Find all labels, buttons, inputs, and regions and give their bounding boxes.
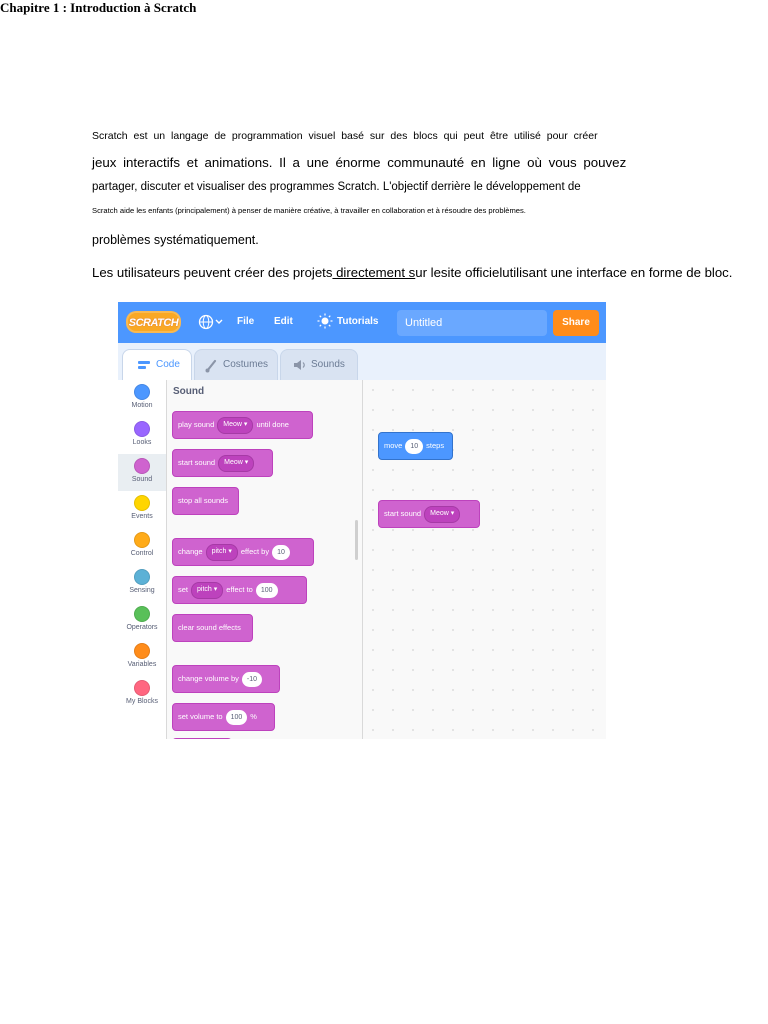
category-color-dot: [134, 606, 150, 622]
paragraph-line-2: jeux interactifs et animations. Il a une énorme communauté en ligne où vous pouvez: [92, 155, 627, 170]
dropdown-value: Meow: [223, 420, 242, 428]
category-label: Sound: [131, 476, 153, 483]
block-text: effect by: [240, 547, 270, 556]
paragraph-line-5: problèmes systématiquement.: [92, 233, 259, 247]
text-segment: ur lesite officielutilisant une interface en forme de bloc.: [415, 265, 733, 280]
sound-dropdown[interactable]: Meow ▾: [424, 506, 460, 523]
partial-block[interactable]: [172, 738, 232, 739]
script-workspace[interactable]: [363, 380, 606, 739]
block-text: start sound: [384, 509, 422, 518]
category-color-dot: [134, 643, 150, 659]
share-button[interactable]: Share: [553, 310, 599, 336]
start-sound-block[interactable]: [378, 500, 480, 528]
block-text: start sound: [178, 458, 216, 467]
category-looks[interactable]: [118, 417, 166, 454]
block-text: steps: [426, 441, 445, 450]
play-sound-block[interactable]: [172, 411, 313, 439]
category-menu: [118, 380, 167, 739]
tab-costumes[interactable]: [194, 349, 278, 380]
underlined-text: directement s: [332, 265, 416, 280]
block-text: until done: [256, 420, 289, 429]
block-text: move: [384, 441, 403, 450]
value-input[interactable]: 100: [256, 583, 278, 598]
category-motion[interactable]: [118, 380, 166, 417]
category-label: Events: [131, 513, 153, 520]
category-sound[interactable]: [118, 454, 166, 491]
category-label: Control: [130, 550, 154, 557]
category-color-dot: [134, 495, 150, 511]
clear-sound-effects-block[interactable]: clear sound effects: [172, 614, 253, 642]
category-label: Operators: [126, 624, 158, 631]
set-effect-block[interactable]: [172, 576, 307, 604]
text-segment: Les utilisateurs peuvent créer des projets: [92, 265, 333, 280]
dropdown-value: pitch: [197, 585, 212, 593]
category-events[interactable]: [118, 491, 166, 528]
block-text: %: [250, 712, 257, 721]
lightbulb-icon: [317, 313, 333, 334]
menu-bar: [118, 302, 606, 343]
editor-tabs: [118, 343, 606, 381]
category-control[interactable]: [118, 528, 166, 565]
move-steps-block[interactable]: [378, 432, 453, 460]
block-text: change volume by: [178, 674, 239, 683]
palette-scrollbar[interactable]: [355, 520, 358, 560]
block-text: change: [178, 547, 203, 556]
category-color-dot: [134, 680, 150, 696]
paragraph-line-1: Scratch est un langage de programmation visuel basé sur des blocs qui peut être utilisé pour créer: [92, 130, 598, 142]
chapter-title: Chapitre 1 : Introduction à Scratch: [0, 0, 197, 15]
category-color-dot: [134, 458, 150, 474]
project-title-input[interactable]: Untitled: [397, 310, 547, 336]
category-label: My Blocks: [126, 698, 158, 705]
category-color-dot: [134, 532, 150, 548]
dropdown-value: Meow: [224, 458, 243, 466]
menu-tutorials[interactable]: Tutorials: [337, 316, 379, 327]
category-label: Motion: [131, 402, 153, 409]
category-label: Sensing: [129, 587, 155, 594]
stop-all-sounds-block[interactable]: stop all sounds: [172, 487, 239, 515]
value-input[interactable]: -10: [242, 672, 262, 687]
sound-dropdown[interactable]: Meow ▾: [218, 455, 254, 472]
dropdown-value: Meow: [430, 509, 449, 517]
paragraph-line-6: [92, 265, 732, 280]
category-label: Variables: [127, 661, 157, 668]
tab-costumes-label: Costumes: [223, 359, 269, 370]
tab-sounds[interactable]: [280, 349, 358, 380]
effect-dropdown[interactable]: pitch ▾: [206, 544, 238, 561]
palette-title: Sound: [173, 386, 205, 397]
block-text: set: [178, 585, 189, 594]
globe-icon[interactable]: [198, 314, 224, 335]
tab-code[interactable]: [122, 349, 192, 381]
set-volume-block[interactable]: [172, 703, 275, 731]
tab-code-label: Code: [156, 359, 180, 370]
value-input[interactable]: 100: [226, 710, 248, 725]
paragraph-line-4: Scratch aide les enfants (principalement) à penser de manière créative, à travailler en collaboration et à résoudre des problèmes.: [92, 206, 526, 215]
sound-dropdown[interactable]: Meow ▾: [217, 417, 253, 434]
category-my-blocks[interactable]: [118, 676, 166, 713]
category-color-dot: [134, 421, 150, 437]
block-text: play sound: [178, 420, 215, 429]
change-volume-block[interactable]: [172, 665, 280, 693]
tab-sounds-label: Sounds: [311, 359, 345, 370]
block-palette: [167, 380, 363, 739]
dropdown-value: pitch: [211, 547, 227, 555]
effect-dropdown[interactable]: pitch ▾: [191, 582, 223, 599]
scratch-logo[interactable]: SCRATCH: [126, 311, 181, 333]
value-input[interactable]: 10: [405, 439, 423, 454]
paragraph-line-3: partager, discuter et visualiser des programmes Scratch. L'objectif derrière le développement de: [92, 181, 581, 193]
category-color-dot: [134, 569, 150, 585]
category-variables[interactable]: [118, 639, 166, 676]
block-text: effect to: [226, 585, 253, 594]
scratch-editor-screenshot: [118, 302, 606, 739]
menu-file[interactable]: File: [237, 316, 255, 327]
block-text: set volume to: [178, 712, 223, 721]
start-sound-block[interactable]: [172, 449, 273, 477]
menu-edit[interactable]: Edit: [274, 316, 293, 327]
category-operators[interactable]: [118, 602, 166, 639]
value-input[interactable]: 10: [272, 545, 290, 560]
category-label: Looks: [132, 439, 152, 446]
category-sensing[interactable]: [118, 565, 166, 602]
category-color-dot: [134, 384, 150, 400]
change-effect-block[interactable]: [172, 538, 314, 566]
